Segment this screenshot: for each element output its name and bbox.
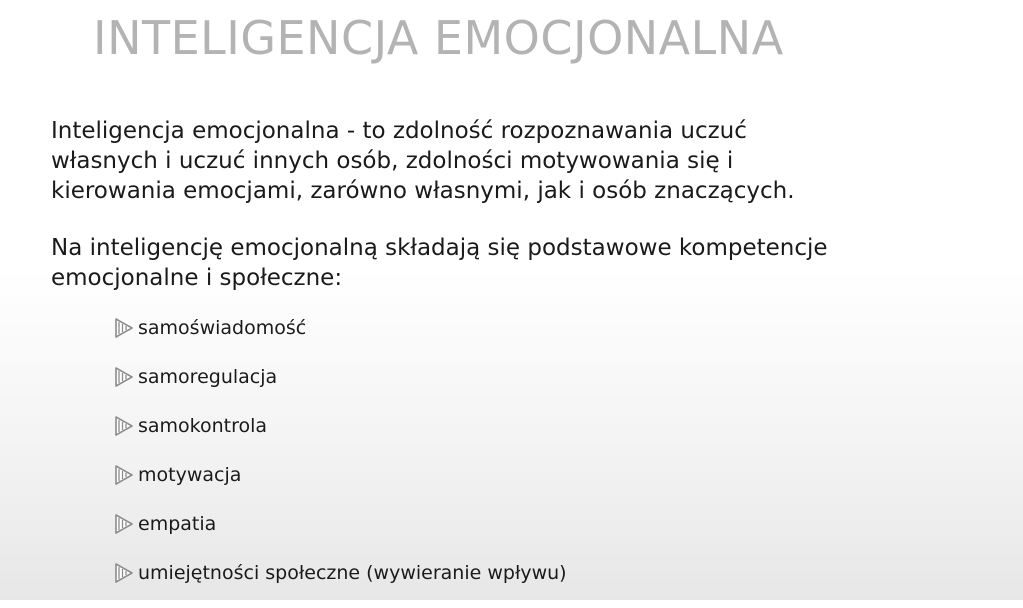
list-item-label: samoregulacja bbox=[138, 366, 278, 388]
definition-line: kierowania emocjami, zarówno własnymi, jak i osób znaczących. bbox=[51, 178, 795, 204]
intro-line: emocjonalne i społeczne: bbox=[51, 265, 343, 291]
list-item bbox=[114, 510, 567, 559]
definition-line: własnych i uczuć innych osób, zdolności motywowania się i bbox=[51, 148, 734, 174]
triangle-bullet-icon bbox=[114, 366, 134, 388]
triangle-bullet-icon bbox=[114, 317, 134, 339]
definition-paragraph bbox=[51, 116, 981, 206]
definition-line: Inteligencja emocjonalna - to zdolność rozpoznawania uczuć bbox=[51, 118, 747, 144]
list-item-label: empatia bbox=[138, 513, 217, 535]
list-item bbox=[114, 363, 567, 412]
competencies-list bbox=[114, 314, 567, 608]
list-item-label: samokontrola bbox=[138, 415, 268, 437]
list-item-label: samoświadomość bbox=[138, 317, 307, 339]
list-item bbox=[114, 461, 567, 510]
slide-title: INTELIGENCJA EMOCJONALNA bbox=[93, 11, 784, 65]
list-item-label: umiejętności społeczne (wywieranie wpływu) bbox=[138, 562, 567, 584]
list-item-label: motywacja bbox=[138, 464, 242, 486]
triangle-bullet-icon bbox=[114, 415, 134, 437]
competencies-intro bbox=[51, 233, 981, 293]
list-item bbox=[114, 412, 567, 461]
triangle-bullet-icon bbox=[114, 464, 134, 486]
triangle-bullet-icon bbox=[114, 562, 134, 584]
intro-line: Na inteligencję emocjonalną składają się podstawowe kompetencje bbox=[51, 235, 828, 261]
list-item bbox=[114, 314, 567, 363]
list-item bbox=[114, 559, 567, 608]
triangle-bullet-icon bbox=[114, 513, 134, 535]
